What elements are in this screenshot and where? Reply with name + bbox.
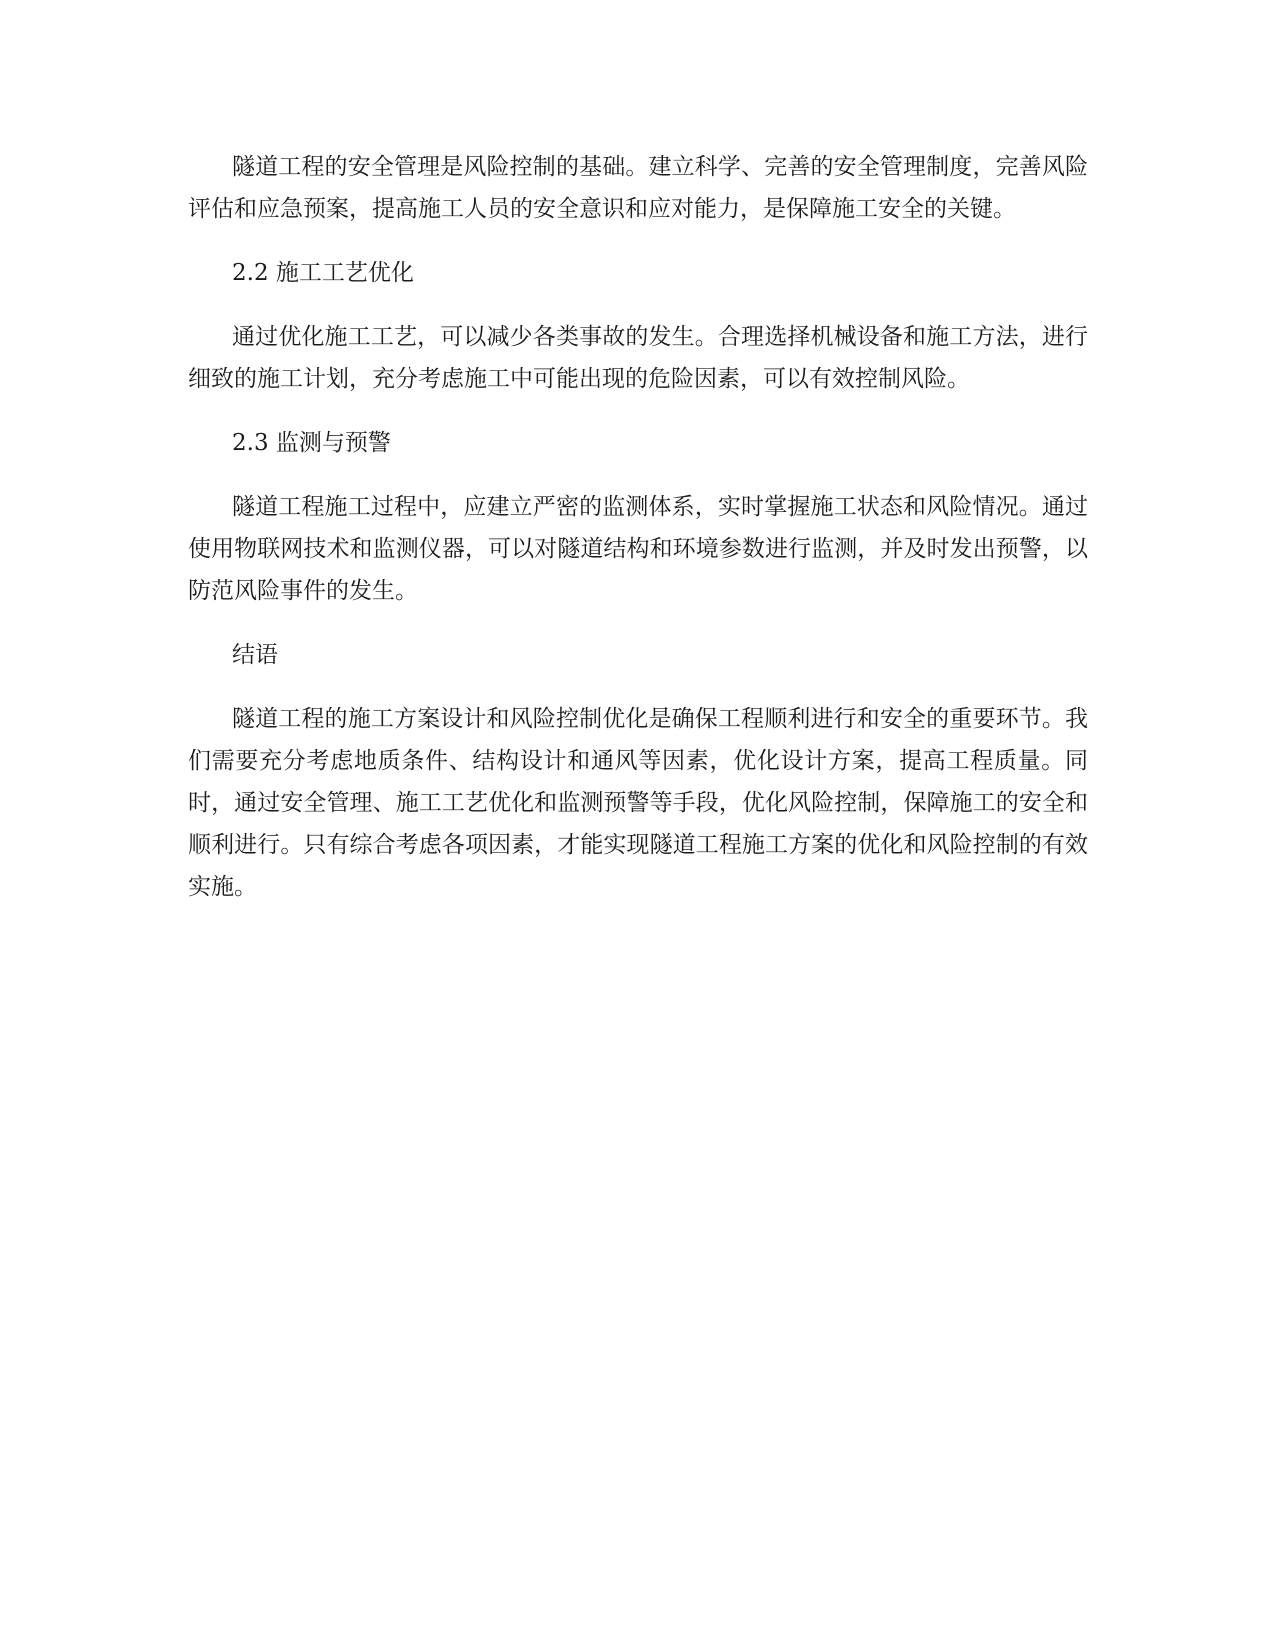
paragraph-conclusion: 隧道工程的施工方案设计和风险控制优化是确保工程顺利进行和安全的重要环节。我们需要充分考虑地质条件、结构设计和通风等因素，优化设计方案，提高工程质量。同时，通过安全管理、施工工艺优化和监测预警等手段，优化风险控制，保障施工的安全和顺利进行。只有综合考虑各项因素，才能实现隧道工程施工方案的优化和风险控制的有效实施。	[188, 706, 1088, 900]
section-heading-2-3: 2.3 监测与预警	[232, 430, 391, 456]
section-heading-conclusion: 结语	[232, 642, 278, 668]
paragraph-safety-management: 隧道工程的安全管理是风险控制的基础。建立科学、完善的安全管理制度，完善风险评估和应急预案，提高施工人员的安全意识和应对能力，是保障施工安全的关键。	[188, 154, 1088, 222]
paragraph-process-optimization: 通过优化施工工艺，可以减少各类事故的发生。合理选择机械设备和施工方法，进行细致的施工计划，充分考虑施工中可能出现的危险因素，可以有效控制风险。	[188, 324, 1088, 392]
section-heading-2-2: 2.2 施工工艺优化	[232, 260, 414, 286]
document-body	[188, 146, 1088, 930]
paragraph-monitoring-warning: 隧道工程施工过程中，应建立严密的监测体系，实时掌握施工状态和风险情况。通过使用物联网技术和监测仪器，可以对隧道结构和环境参数进行监测，并及时发出预警，以防范风险事件的发生。	[188, 494, 1088, 604]
